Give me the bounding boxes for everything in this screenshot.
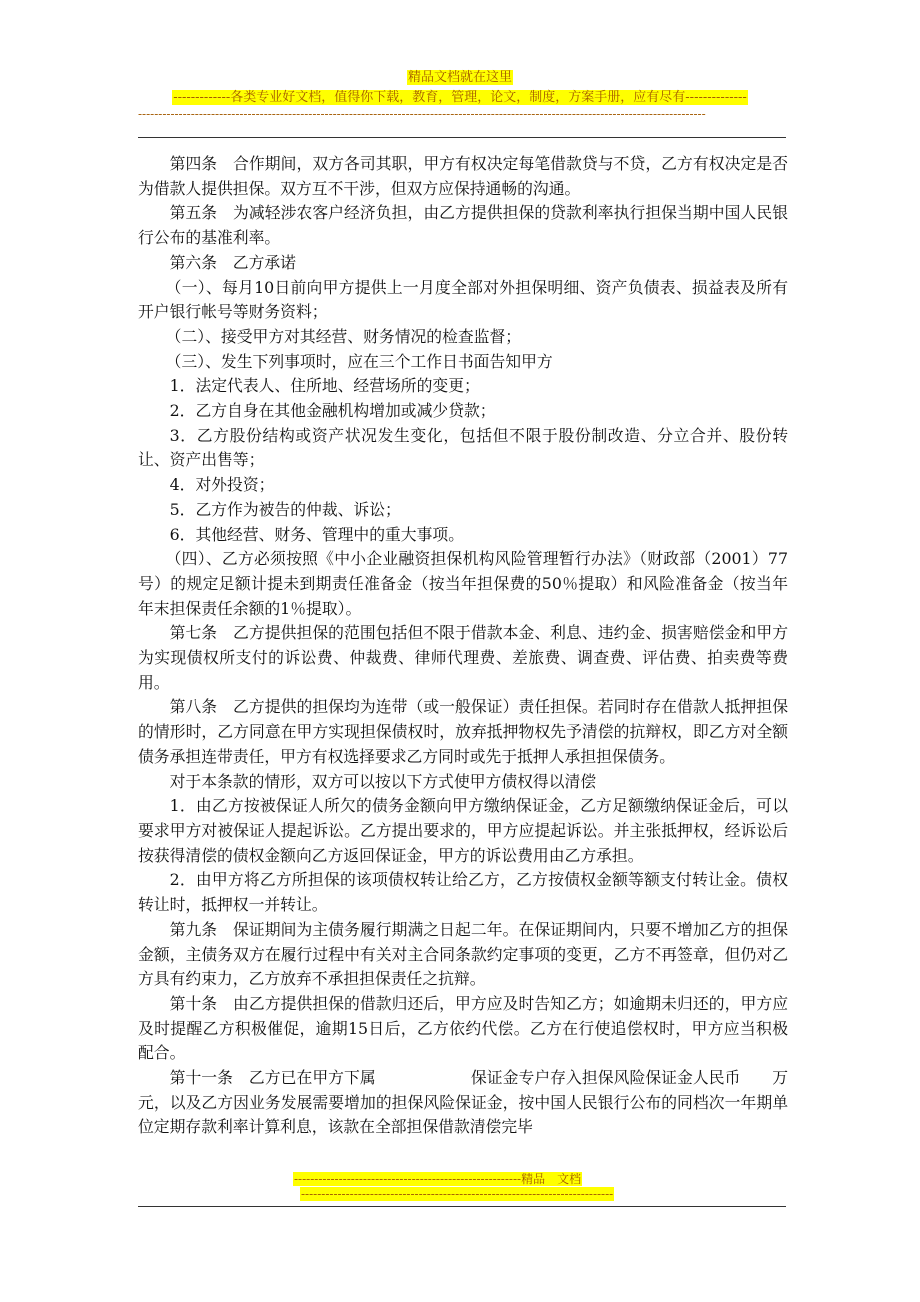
footer-line-2-text: ----------------------------------------------------------------------------- xyxy=(301,1187,614,1201)
paragraph-settlement-intro: 对于本条款的情形，双方可以按以下方式使甲方债权得以清偿 xyxy=(169,771,597,791)
paragraph-article-8: 第八条 乙方提供的担保均为连带（或一般保证）责任担保。若同时存在借款人抵押担保的情形时，乙方同意在甲方实现担保债权时，放弃抵押物权先予清偿的抗辩权，即乙方对全额债务承担连带责任，甲方有权选择要求乙方同时或先于抵押人承担担保债务。 xyxy=(138,697,788,766)
footer-line-1-text: --------------------------------------------------------精品 文档 xyxy=(294,1172,582,1186)
paragraph-item-1: （一）、每月10日前向甲方提供上一月度全部对外担保明细、资产负债表、损益表及所有开户银行帐号等财务资料； xyxy=(138,277,788,322)
paragraph-settlement-2: 2．由甲方将乙方所担保的该项债权转让给乙方，乙方按债权金额等额支付转让金。债权转让时，抵押权一并转让。 xyxy=(138,870,788,915)
footer-line-2 xyxy=(300,1187,630,1201)
paragraph-article-6: 第六条 乙方承诺 xyxy=(169,252,296,272)
paragraph-article-7: 第七条 乙方提供担保的范围包括但不限于借款本金、利息、违约金、损害赔偿金和甲方为实现债权所支付的诉讼费、仲裁费、律师代理费、差旅费、调查费、评估费、拍卖费等费用。 xyxy=(138,623,788,692)
paragraph-item-2: （二）、接受甲方对其经营、财务情况的检查监督； xyxy=(165,326,522,346)
paragraph-subitem-2: 2．乙方自身在其他金融机构增加或减少贷款； xyxy=(169,401,496,421)
document-body xyxy=(138,152,788,1140)
header-subtitle xyxy=(0,86,920,105)
paragraph-subitem-4: 4．对外投资； xyxy=(169,475,275,495)
paragraph-article-4: 第四条 合作期间，双方各司其职，甲方有权决定每笔借款贷与不贷，乙方有权决定是否为借款人提供担保。双方互不干涉，但双方应保持通畅的沟通。 xyxy=(138,154,788,198)
header-divider xyxy=(138,137,786,138)
paragraph-subitem-3: 3．乙方股份结构或资产状况发生变化，包括但不限于股份制改造、分立合并、股份转让、资产出售等； xyxy=(138,425,788,470)
footer-line-1 xyxy=(293,1170,623,1187)
paragraph-article-10: 第十条 由乙方提供担保的借款归还后，甲方应及时告知乙方；如逾期未归还的，甲方应及时提醒乙方积极催促，逾期15日后，乙方依约代偿。乙方在行使追偿权时，甲方应当积极配合。 xyxy=(138,993,788,1063)
paragraph-article-5: 第五条 为减轻涉农客户经济负担，由乙方提供担保的贷款利率执行担保当期中国人民银行公布的基准利率。 xyxy=(138,203,788,248)
footer-divider xyxy=(138,1206,786,1207)
paragraph-item-3: （三）、发生下列事项时，应在三个工作日书面告知甲方 xyxy=(165,351,553,371)
paragraph-settlement-1: 1．由乙方按被保证人所欠的债务金额向甲方缴纳保证金，乙方足额缴纳保证金后，可以要求甲方对被保证人提起诉讼。乙方提出要求的，甲方应提起诉讼。并主张抵押权，经诉讼后按获得清偿的债权金额向乙方返回保证金，甲方的诉讼费用由乙方承担。 xyxy=(138,796,788,865)
header-subtitle-text: -------------各类专业好文档，值得你下载，教育，管理，论文，制度，方案手册，应有尽有-------------- xyxy=(173,90,747,105)
paragraph-subitem-5: 5．乙方作为被告的仲裁、诉讼； xyxy=(169,499,401,519)
paragraph-article-11: 第十一条 乙方已在甲方下属 保证金专户存入担保风险保证金人民币 万元，以及乙方因业务发展需要增加的担保风险保证金，按中国人民银行公布的同档次一年期单位定期存款利率计算利息，该款在全部担保借款清偿完毕 xyxy=(138,1068,788,1137)
paragraph-subitem-6: 6．其他经营、财务、管理中的重大事项。 xyxy=(169,524,464,544)
header-title-text: 精品文档就在这里 xyxy=(407,70,512,85)
paragraph-article-9: 第九条 保证期间为主债务履行期满之日起二年。在保证期间内，只要不增加乙方的担保金额，主债务双方在履行过程中有关对主合同条款约定事项的变更，乙方不再签章，但仍对乙方具有约束力，乙方放弃不承担担保责任之抗辩。 xyxy=(138,919,788,989)
paragraph-item-4: （四）、乙方必须按照《中小企业融资担保机构风险管理暂行办法》（财政部（2001）77号）的规定足额计提未到期责任准备金（按当年担保费的50％提取）和风险准备金（按当年年末担保责任余额的1％提取）。 xyxy=(138,549,788,618)
header-title xyxy=(0,66,920,85)
header-dashes: -------------------------------------------------------------------------------------------------------------------------------------------- xyxy=(138,107,706,121)
paragraph-subitem-1: 1．法定代表人、住所地、经营场所的变更； xyxy=(169,376,480,396)
